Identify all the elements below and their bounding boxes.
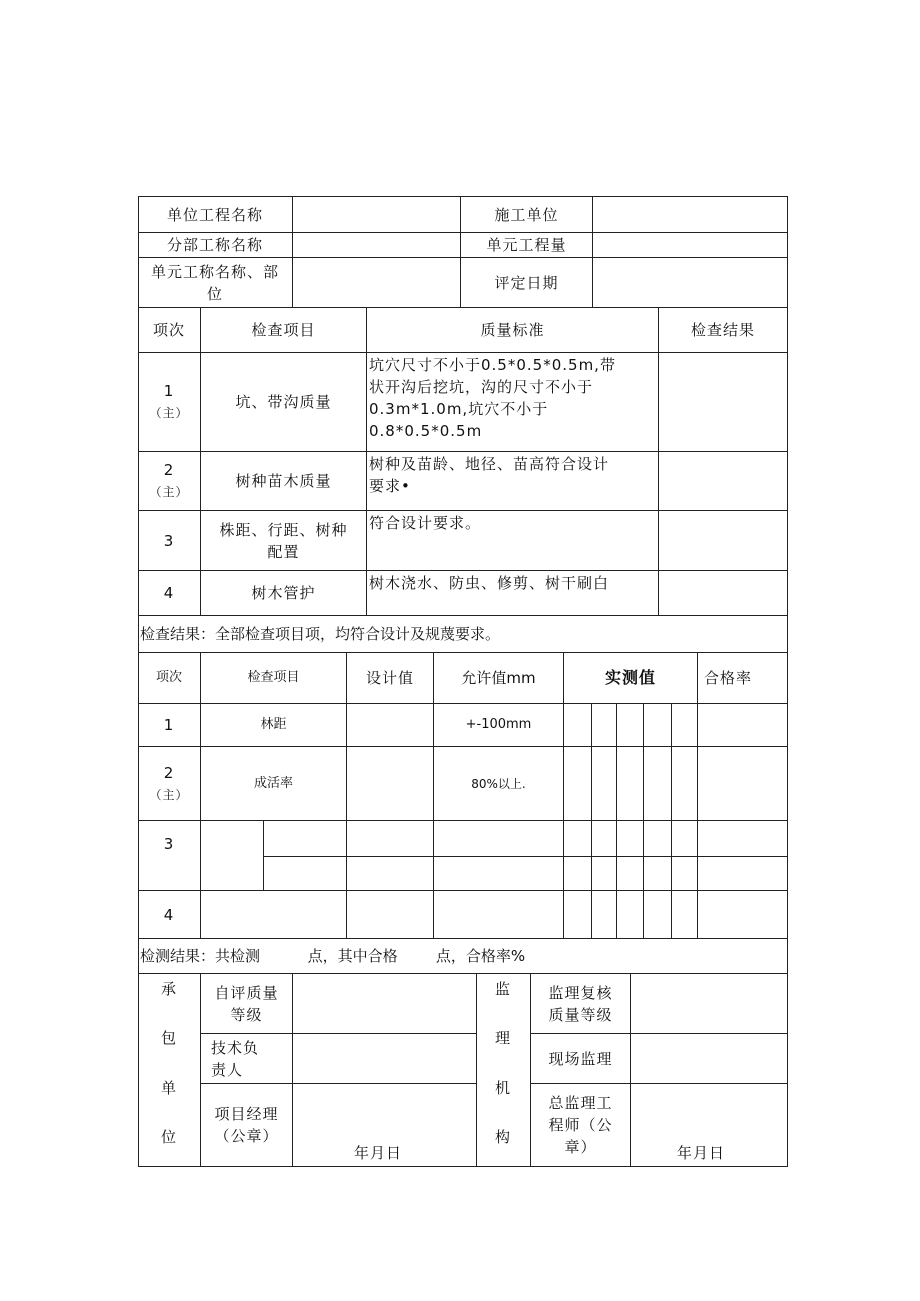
measure-col-measured: 实测值 [604, 668, 656, 687]
site-supervisor-value[interactable] [631, 1034, 787, 1083]
check-divider [366, 307, 367, 615]
measure-line [263, 856, 788, 857]
construction-unit-label: 施工单位 [494, 205, 559, 224]
check-row-3-item [201, 511, 366, 570]
check-row-4-result[interactable] [659, 571, 787, 615]
measure-summary: 检测结果：共检测 点，其中合格 点，合格率% [140, 947, 526, 965]
tech-lead-value[interactable] [293, 1034, 476, 1083]
measure-divider [263, 820, 264, 890]
border-bottom [138, 1166, 788, 1167]
unit-project-name-value[interactable] [293, 197, 460, 232]
label-line: 总监理工 [548, 1094, 613, 1112]
label-line: 自评质量 [214, 983, 279, 1002]
label-line: 技术负 [211, 1038, 260, 1057]
check-col-item-no: 项次 [152, 321, 185, 339]
contractor-char: 承 [160, 980, 177, 998]
standard-line: 坑穴尺寸不小于0.5*0.5*0.5m,带 [369, 356, 616, 374]
evaluation-date-label: 评定日期 [494, 273, 559, 292]
check-row-2-standard [369, 453, 658, 510]
measure-col-rate: 合格率 [703, 669, 752, 687]
measure-col-item-no: 项次 [155, 670, 182, 685]
standard-line: 状开沟后挖坑，沟的尺寸不小于 [369, 378, 594, 396]
tech-lead-label [201, 1034, 292, 1083]
date-right[interactable]: 年月日 [676, 1144, 725, 1162]
standard-line: 0.3m*1.0m,坑穴不小于 [369, 400, 549, 418]
self-grade-label [201, 974, 292, 1033]
supervisor-char: 监 [494, 980, 511, 998]
check-row-4-no: 4 [163, 584, 175, 602]
measure-divider [616, 703, 617, 938]
check-row-3-no: 3 [163, 531, 175, 550]
unit-name-part-value[interactable] [293, 258, 460, 307]
border-right [787, 196, 788, 1167]
label-line: 程师（公 [548, 1116, 613, 1134]
check-row-1-standard [369, 354, 658, 451]
measure-row-2-allow: 80%以上. [471, 776, 526, 791]
self-grade-value[interactable] [293, 974, 476, 1033]
check-col-result: 检查结果 [690, 321, 755, 339]
label-line: 监理复核 [548, 983, 613, 1002]
item-line: 株距、行距、树种 [219, 520, 348, 539]
unit-name-part-label-line1: 单元工称名称、部 [150, 262, 279, 281]
measure-row-1-no: 1 [163, 716, 175, 734]
measure-row-2-no [138, 747, 200, 820]
check-summary: 检查结果：全部检查项目项，均符合设计及规蔑要求。 [140, 625, 501, 643]
label-line: 等级 [230, 1005, 263, 1024]
row-number: 2 [163, 763, 175, 782]
project-manager-label [201, 1084, 292, 1166]
unit-name-part-label [138, 258, 292, 307]
standard-line: 要求• [369, 477, 411, 495]
date-left[interactable]: 年月日 [353, 1144, 402, 1162]
check-row-3-standard: 符合设计要求。 [369, 514, 482, 532]
measure-line [138, 890, 788, 891]
check-row-3-result[interactable] [659, 511, 787, 570]
review-grade-label [531, 974, 630, 1033]
label-line: 责人 [211, 1060, 244, 1079]
check-row-2-no [138, 452, 200, 510]
unit-quantity-label: 单元工程量 [486, 236, 567, 254]
check-row-2-item: 树种苗木质量 [235, 472, 332, 490]
row-number: 2 [163, 461, 175, 479]
main-tag: （主） [149, 406, 189, 420]
contractor-char: 位 [160, 1128, 177, 1146]
site-supervisor-label: 现场监理 [548, 1049, 613, 1068]
measure-divider [591, 703, 592, 938]
label-line: （公章） [214, 1127, 279, 1145]
supervisor-char: 理 [494, 1029, 511, 1047]
main-tag: （主） [149, 485, 189, 499]
review-grade-value[interactable] [631, 974, 787, 1033]
row-number: 1 [163, 382, 175, 400]
unit-quantity-value[interactable] [593, 233, 787, 257]
check-row-2-result[interactable] [659, 452, 787, 510]
check-row-1-no [138, 353, 200, 451]
measure-divider [671, 703, 672, 938]
measure-col-allow: 允许值mm [461, 669, 536, 687]
check-row-4-item: 树木管护 [251, 584, 316, 602]
check-col-item: 检查项目 [251, 321, 316, 339]
measure-row-4-no: 4 [163, 905, 175, 924]
measure-divider [643, 703, 644, 938]
measure-row-1-item: 林距 [260, 717, 287, 732]
sub-project-name-label: 分部工称名称 [166, 236, 263, 254]
label-line: 质量等级 [548, 1005, 613, 1024]
check-row-4-standard: 树木浇水、防虫、修剪、树干刷白 [369, 574, 610, 592]
measure-row-1-allow: +-100mm [465, 717, 532, 732]
contractor-char: 包 [160, 1029, 177, 1047]
standard-line: 0.8*0.5*0.5m [369, 422, 483, 440]
label-line: 章） [564, 1138, 597, 1156]
chief-engineer-label [531, 1084, 630, 1166]
measure-row-2-item: 成活率 [253, 775, 293, 791]
measure-line [138, 820, 788, 821]
label-line: 项目经理 [214, 1105, 279, 1123]
measure-col-item: 检查项目 [247, 670, 300, 685]
supervisor-char: 构 [494, 1128, 511, 1146]
sub-project-name-value[interactable] [293, 233, 460, 257]
contractor-char: 单 [160, 1079, 177, 1097]
measure-col-design: 设计值 [365, 669, 414, 687]
item-line: 配置 [267, 542, 300, 561]
check-col-standard: 质量标准 [480, 321, 545, 339]
construction-unit-value[interactable] [593, 197, 787, 232]
check-row-1-item: 坑、带沟质量 [235, 393, 332, 411]
unit-name-part-label-line2: 位 [206, 284, 223, 303]
supervisor-char: 机 [494, 1079, 511, 1097]
check-row-1-result[interactable] [659, 353, 787, 451]
main-tag: （主） [149, 787, 189, 802]
measure-row-3-no: 3 [163, 835, 175, 853]
evaluation-date-value[interactable] [593, 258, 787, 307]
standard-line: 树种及苗龄、地径、苗高符合设计 [369, 455, 610, 473]
unit-project-name-label: 单位工程名称 [166, 205, 263, 224]
